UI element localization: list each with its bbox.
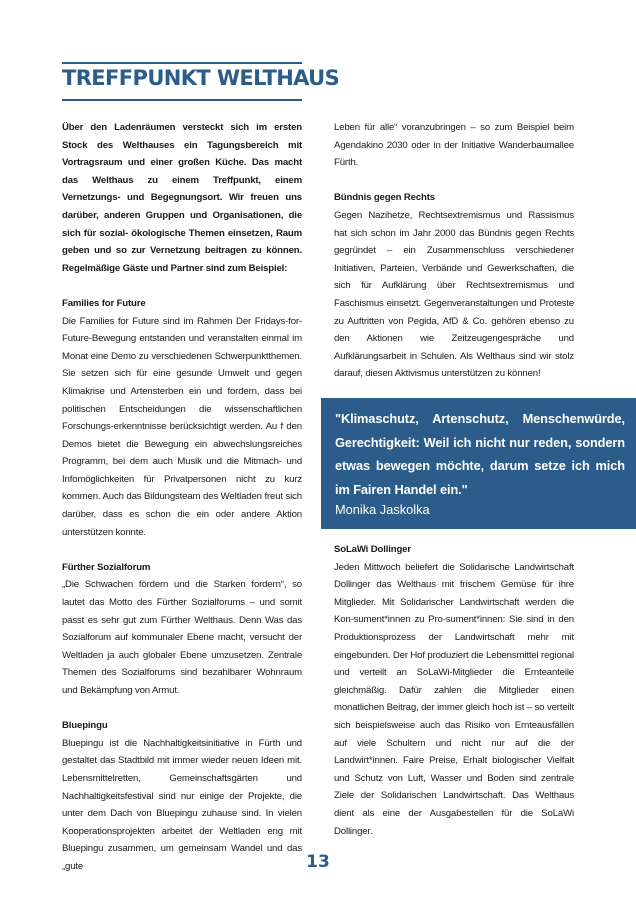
intro-paragraph: Über den Ladenräumen versteckt sich im ersten Stock des Welthauses ein Tagungsbereich mit Vortragsraum und einer großen Küche. Das macht das Welthaus zu einem Treffpunkt, einem Vernetzungs- und Begegnungsort. Wir freuen uns darüber, anderen Gruppen und Organisationen, die sich für sozial- ökologische Themen einsetzen, Raum geben und so zur Vernetzung beitragen zu können. Regelmäßige Gäste und Partner sind zum Beispiel: (62, 122, 302, 274)
section-heading-buendnis: Bündnis gegen Rechts (334, 192, 435, 204)
section-heading-bluepingu: Bluepingu (62, 720, 108, 732)
section-text-bluepingu: Bluepingu ist die Nachhaltigkeitsinitiative in Fürth und gestaltet das Stadtbild mit immer wieder neuen Ideen mit. Lebensmittelretten, Gemeinschaftsgärten und Nachhaltigkeitsfestival sind nur einige der Projekte, die unter dem Dach von Bluepingu zuhause sind. In vielen Kooperationsprojekten arbeitet der Weltladen eng mit Bluepingu zusammen, um gemeinsam Wandel und das „gute (62, 737, 302, 872)
section-text-families: Die Families for Future sind im Rahmen Der Fridays-for-Future-Bewegung entstanden und veranstalten einmal im Monat eine Demo zu verschiedenen Schwerpunktthemen. Sie setzen sich für eine gesunde Umwelt und gegen Klimakrise und Artensterben ein und fordern, dass bei politischen Entscheidungen die wissenschaftlichen Forschungs-erkenntnisse berücksichtigt werden. Au f den Demos bietet die Bewegung ein abwechslungsreiches Programm, bei dem auch Musik und die Mitmach- und Infomöglichkeiten für Privatpersonen nicht zu kurz kommen. Auch das Bildungsteam des Weltladen freut sich darüber, dass es schon die ein oder andere Aktion unterstützen konnte. (62, 315, 302, 538)
right-column-top (334, 119, 574, 383)
section-heading-sozialforum: Fürther Sozialforum (62, 561, 151, 573)
section-heading-families: Families for Future (62, 297, 146, 309)
left-column (62, 119, 302, 876)
quote-text: "Klimaschutz, Artenschutz, Menschenwürde, Gerechtigkeit: Weil ich nicht nur reden, sondern etwas bewegen möchte, darum setze ich mich im Fairen Handel ein." (335, 411, 625, 497)
continuation-paragraph: Leben für alle“ voranzubringen – so zum Beispiel beim Agendakino 2030 oder in der Initiative Wanderbaumallee Fürth. (334, 122, 574, 169)
title-rule-top (62, 62, 302, 64)
quote-box (321, 398, 636, 529)
quote-author: Monika Jaskolka (335, 502, 430, 517)
page-title: TREFFPUNKT WELTHAUS (62, 66, 340, 90)
title-rule-bottom (62, 99, 302, 101)
section-heading-solawi: SoLaWi Dollinger (334, 544, 411, 555)
section-text-solawi: Jeden Mittwoch beliefert die Solidarische Landwirtschaft Dollinger das Welthaus mit frischem Gemüse für ihre Mitglieder. Mit Solidarischer Landwirtschaft werden die Kon-sument*innen zu Pro-sument*innen: Sie sind in den Produktionsprozess der Landwirtschaft mehr mit eingebunden. Der Hof produziert die Lebensmittel regional und verteilt an SoLaWi-Mitglieder die Ernteanteile gleichmäßig. Dafür zahlen die Mitglieder einen monatlichen Beitrag, der immer gleich hoch ist – so verteilt sich beispielsweise auch das Risiko von Ernteausfällen auf viele Schultern und nicht nur auf die der Landwirt*innen. Faire Preise, Erhalt biologischer Vielfalt und Schutz von Luft, Wasser und Boden sind zentrale Ziele der Solidarischen Landwirtschaft. Das Welthaus dient als eine der Ausgabestellen für die SoLaWi Dollinger. (334, 561, 574, 837)
section-text-sozialforum: „Die Schwachen fördern und die Starken fordern“, so lautet das Motto des Fürther Sozialforums – und somit passt es sehr gut zum Fürther Welthaus. Denn Was das Sozialforum auf kommunaler Ebene macht, versucht der Weltladen ja auch globaler Ebene umzusetzen. Zentrale Themen des Sozialforums sind bezahlbarer Wohnraum und Bekämpfung von Armut. (62, 579, 302, 696)
page-number: 13 (306, 852, 330, 872)
right-column-bottom (334, 541, 574, 840)
section-text-buendnis: Gegen Nazihetze, Rechtsextremismus und Rassismus hat sich schon im Jahr 2000 das Bündnis gegen Rechts gegründet – ein Zusammenschluss verschiedener Initiativen, Parteien, Verbände und Gewerkschaften, die sich für Aufklärung über Rechtsextremismus und Faschismus einsetzt. Gegenveranstaltungen und Proteste zu Auftritten von Pegida, AfD & Co. gehören ebenso zu den Aktionen wie Zeitzeugengespräche und Aufklärungsarbeit in Schulen. Als Welthaus sind wir stolz darauf, diesen Aktivismus unterstützen zu können! (334, 209, 574, 380)
